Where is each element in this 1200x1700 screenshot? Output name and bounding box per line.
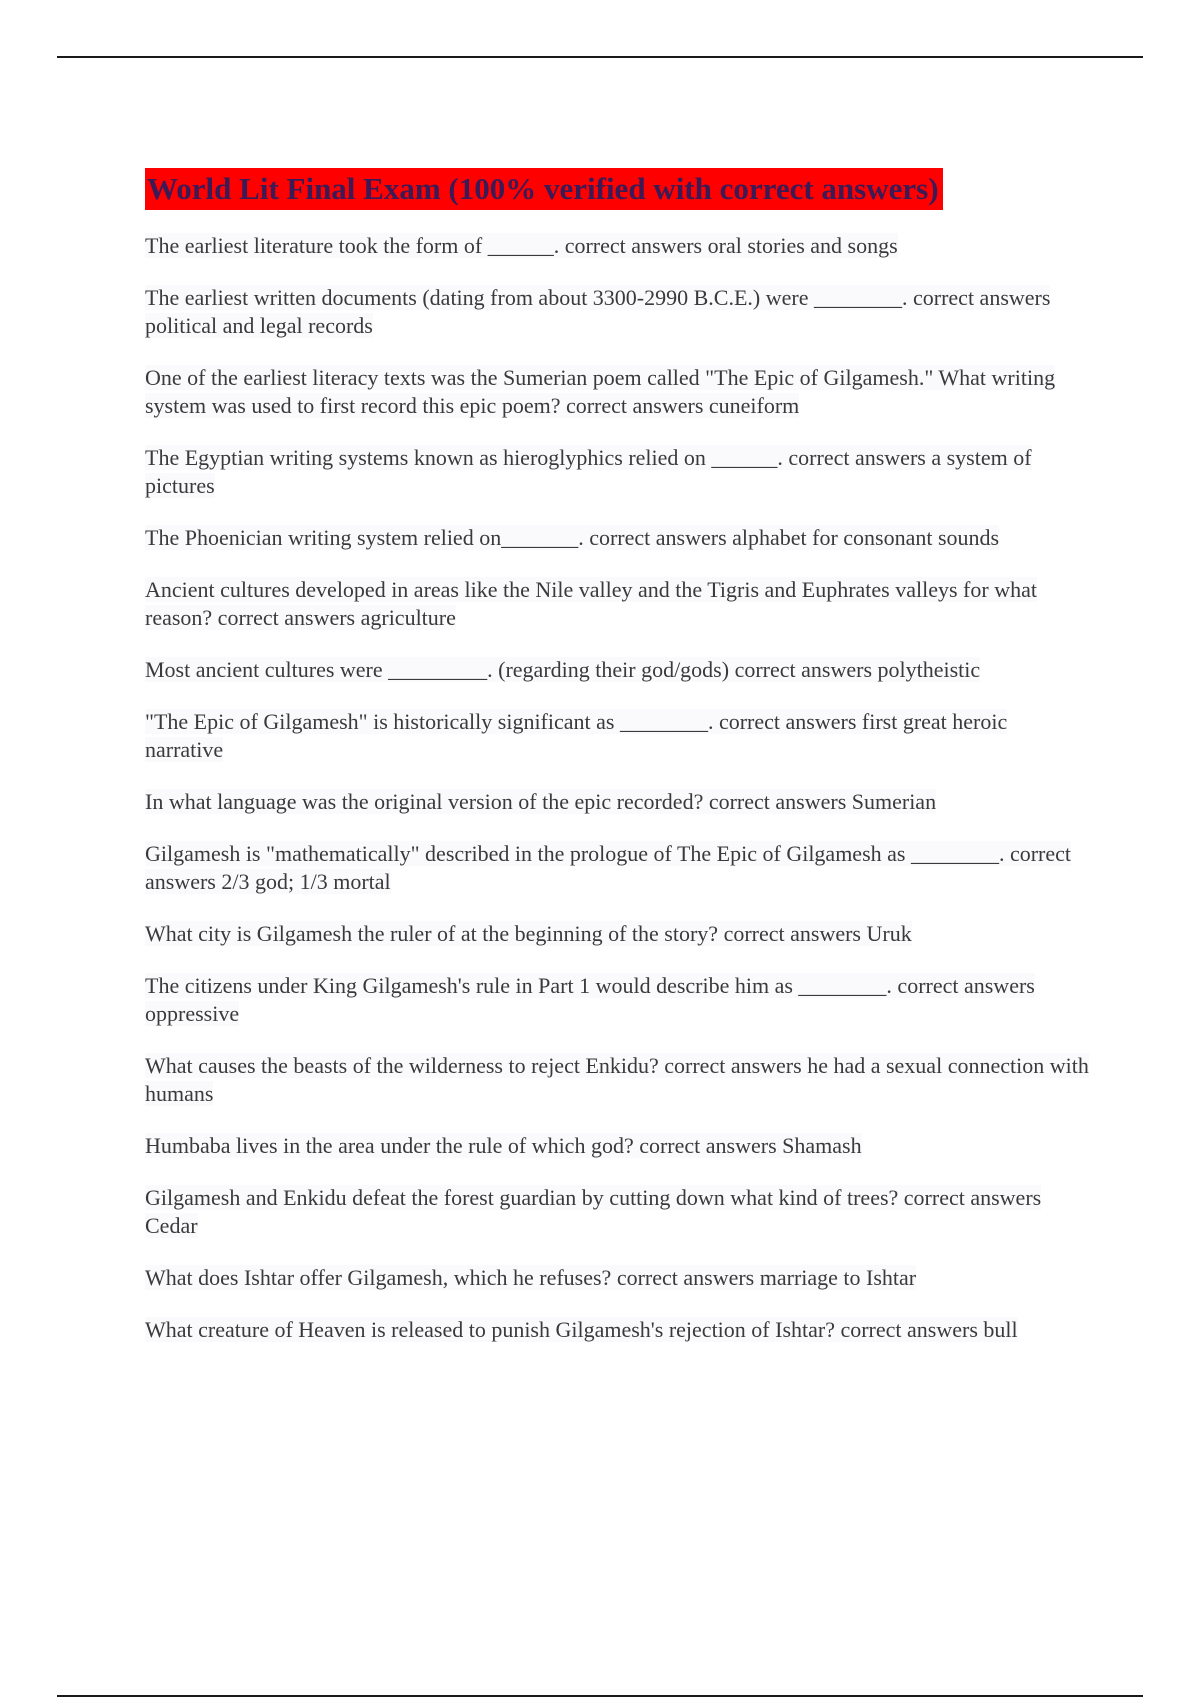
qa-item-3: One of the earliest literacy texts was the Sumerian poem called "The Epic of Gilgamesh." What writing system was used to first record this epic poem? correct answers cuneiform bbox=[145, 365, 1056, 418]
qa-item-2: The earliest written documents (dating from about 3300-2990 B.C.E.) were ________. correct answers political and legal records bbox=[145, 285, 1051, 338]
qa-item-17: What creature of Heaven is released to punish Gilgamesh's rejection of Ishtar? correct answers bull bbox=[145, 1317, 1018, 1342]
qa-item-16: What does Ishtar offer Gilgamesh, which he refuses? correct answers marriage to Ishtar bbox=[145, 1265, 917, 1290]
bottom-rule bbox=[57, 1695, 1143, 1697]
document-body bbox=[145, 168, 1090, 1368]
qa-item-5: The Phoenician writing system relied on_______. correct answers alphabet for consonant sounds bbox=[145, 525, 1000, 550]
top-rule bbox=[57, 56, 1143, 58]
document-title: World Lit Final Exam (100% verified with correct answers) bbox=[145, 168, 943, 210]
qa-item-10: Gilgamesh is "mathematically" described in the prologue of The Epic of Gilgamesh as ________. correct answers 2/3 god; 1/3 mortal bbox=[145, 841, 1072, 894]
qa-item-11: What city is Gilgamesh the ruler of at the beginning of the story? correct answers Uruk bbox=[145, 921, 912, 946]
qa-item-8: "The Epic of Gilgamesh" is historically significant as ________. correct answers first great heroic narrative bbox=[145, 709, 1008, 762]
qa-item-4: The Egyptian writing systems known as hieroglyphics relied on ______. correct answers a system of pictures bbox=[145, 445, 1032, 498]
qa-item-7: Most ancient cultures were _________. (regarding their god/gods) correct answers polytheistic bbox=[145, 657, 981, 682]
qa-item-9: In what language was the original version of the epic recorded? correct answers Sumerian bbox=[145, 789, 937, 814]
qa-item-12: The citizens under King Gilgamesh's rule in Part 1 would describe him as ________. correct answers oppressive bbox=[145, 973, 1035, 1026]
qa-item-6: Ancient cultures developed in areas like the Nile valley and the Tigris and Euphrates valleys for what reason? correct answers agriculture bbox=[145, 577, 1037, 630]
qa-item-15: Gilgamesh and Enkidu defeat the forest guardian by cutting down what kind of trees? correct answers Cedar bbox=[145, 1185, 1042, 1238]
qa-item-14: Humbaba lives in the area under the rule of which god? correct answers Shamash bbox=[145, 1133, 862, 1158]
qa-item-1: The earliest literature took the form of ______. correct answers oral stories and songs bbox=[145, 233, 898, 258]
qa-item-13: What causes the beasts of the wilderness to reject Enkidu? correct answers he had a sexual connection with humans bbox=[145, 1053, 1089, 1106]
